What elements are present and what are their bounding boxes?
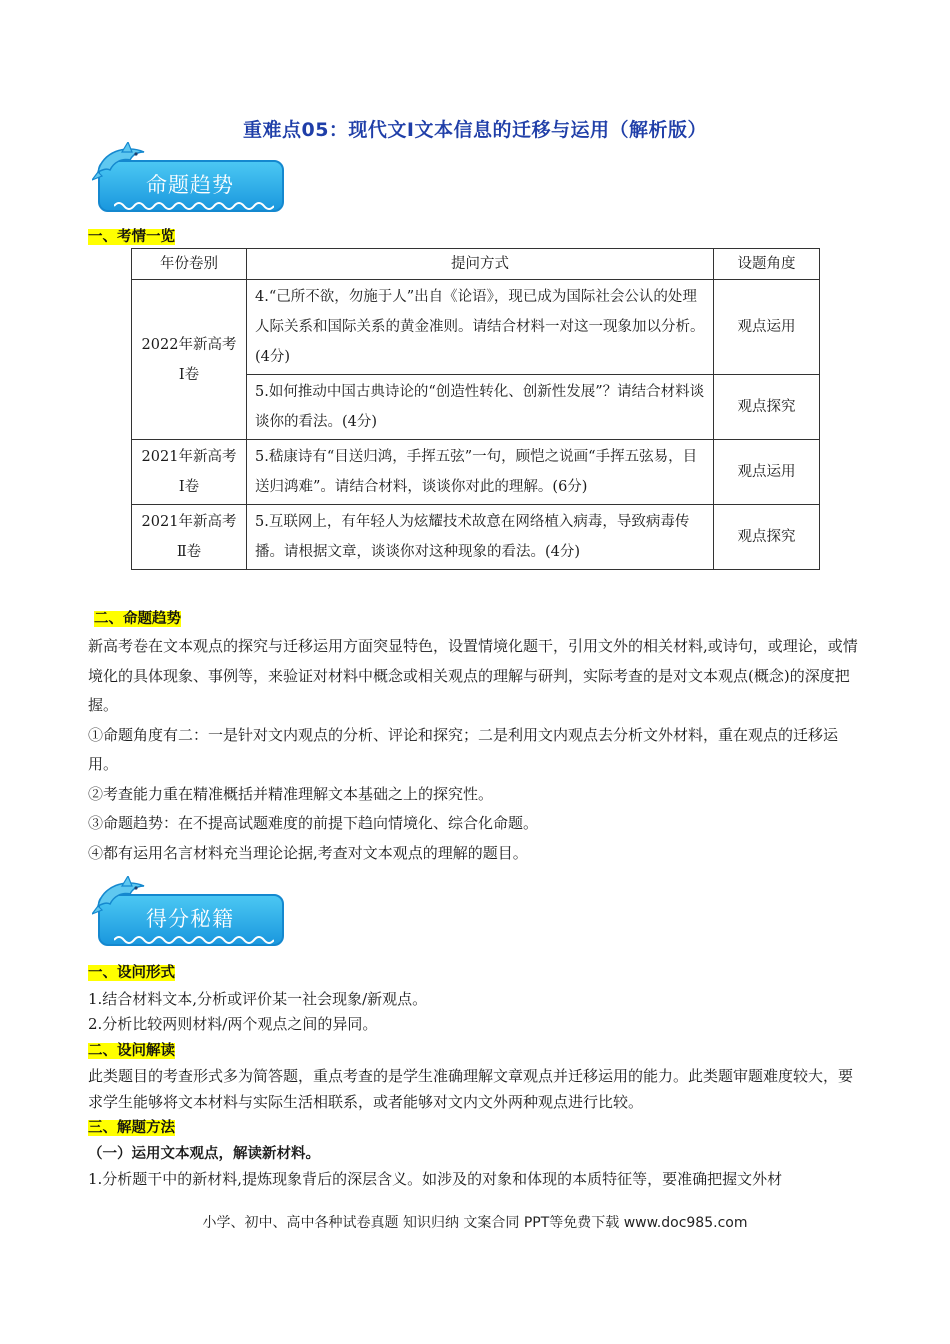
table-row [132,440,820,505]
section-heading-interpret: 二、设问解读 [88,1042,175,1059]
banner-label: 命题趋势 [146,173,234,197]
banner-label: 得分秘籍 [146,907,234,931]
banner-trend [92,142,288,218]
paragraph: ①命题角度有二：一是针对文内观点的分析、评论和探究；二是利用文内观点去分析文外材料，重在观点的迁移运用。 [88,725,839,773]
table-header: 设题角度 [714,249,820,280]
table-header-row [132,249,820,280]
section-heading-form: 一、设问形式 [88,965,175,981]
method-subheading: （一）运用文本观点，解读新材料。 [88,1145,320,1162]
tips-content [88,960,863,1193]
trend-text [88,632,863,868]
paragraph: 1.分析题干中的新材料,提炼现象背后的深层含义。如涉及的对象和体现的本质特征等，要准确把握文外材 [88,1170,783,1188]
table-row [132,505,820,570]
question-cell: 5.如何推动中国古典诗论的“创造性转化、创新性发展”？请结合材料谈谈你的看法。(4分) [247,375,714,440]
paragraph: ②考查能力重在精准概括并精准理解文本基础之上的探究性。 [88,784,494,803]
question-cell: 4.“己所不欲，勿施于人”出自《论语》，现已成为国际社会公认的处理人际关系和国际关系的黄金准则。请结合材料一对这一现象加以分析。(4分) [247,280,714,375]
section-heading-overview: 一、考情一览 [88,229,175,245]
wave-decoration [114,200,274,212]
list-item: 1.结合材料文本,分析或评价某一社会现象/新观点。 [88,989,428,1008]
year-cell: 2021年新高考Ⅱ卷 [132,505,247,570]
table-header: 提问方式 [247,249,714,280]
paragraph: ③命题趋势：在不提高试题难度的前提下趋向情境化、综合化命题。 [88,814,539,832]
year-cell: 2022年新高考Ⅰ卷 [132,280,247,440]
question-cell: 5.互联网上，有年轻人为炫耀技术故意在网络植入病毒，导致病毒传播。请根据文章，谈谈你对这种现象的看法。(4分) [247,505,714,570]
question-cell: 5.嵇康诗有“目送归鸿，手挥五弦”一句，顾恺之说画“手挥五弦易，目送归鸿难”。请结合材料，谈谈你对此的理解。(6分) [247,440,714,505]
exam-info-table [131,248,820,570]
dolphin-icon [92,876,152,922]
section-heading-trend: 二、命题趋势 [94,611,181,627]
angle-cell: 观点探究 [714,375,820,440]
table-row [132,280,820,375]
banner-tips [92,876,288,952]
page-footer: 小学、初中、高中各种试卷真题 知识归纳 文案合同 PPT等免费下载 www.doc985.com [202,1215,748,1231]
angle-cell: 观点运用 [714,440,820,505]
table-header: 年份卷别 [132,249,247,280]
dolphin-icon [92,142,152,188]
paragraph: ④都有运用名言材料充当理论论据,考查对文本观点的理解的题目。 [88,843,528,862]
year-cell: 2021年新高考Ⅰ卷 [132,440,247,505]
paragraph: 新高考卷在文本观点的探究与迁移运用方面突显特色，设置情境化题干，引用文外的相关材料,或诗句，或理论，或情境化的具体现象、事例等，来验证对材料中概念或相关观点的理解与研判，实际考查的是对文本观点(概念)的深度把握。 [88,637,858,714]
wave-decoration [114,934,274,946]
list-item: 2.分析比较两则材料/两个观点之间的异同。 [88,1015,378,1033]
section-heading-method: 三、解题方法 [88,1120,175,1136]
page-title: 重难点05：现代文I文本信息的迁移与运用（解析版） [242,119,707,141]
angle-cell: 观点探究 [714,505,820,570]
paragraph: 此类题目的考查形式多为简答题，重点考查的是学生准确理解文章观点并迁移运用的能力。此类题审题难度较大，要求学生能够将文本材料与实际生活相联系，或者能够对文内文外两种观点进行比较。 [88,1067,854,1111]
angle-cell: 观点运用 [714,280,820,375]
